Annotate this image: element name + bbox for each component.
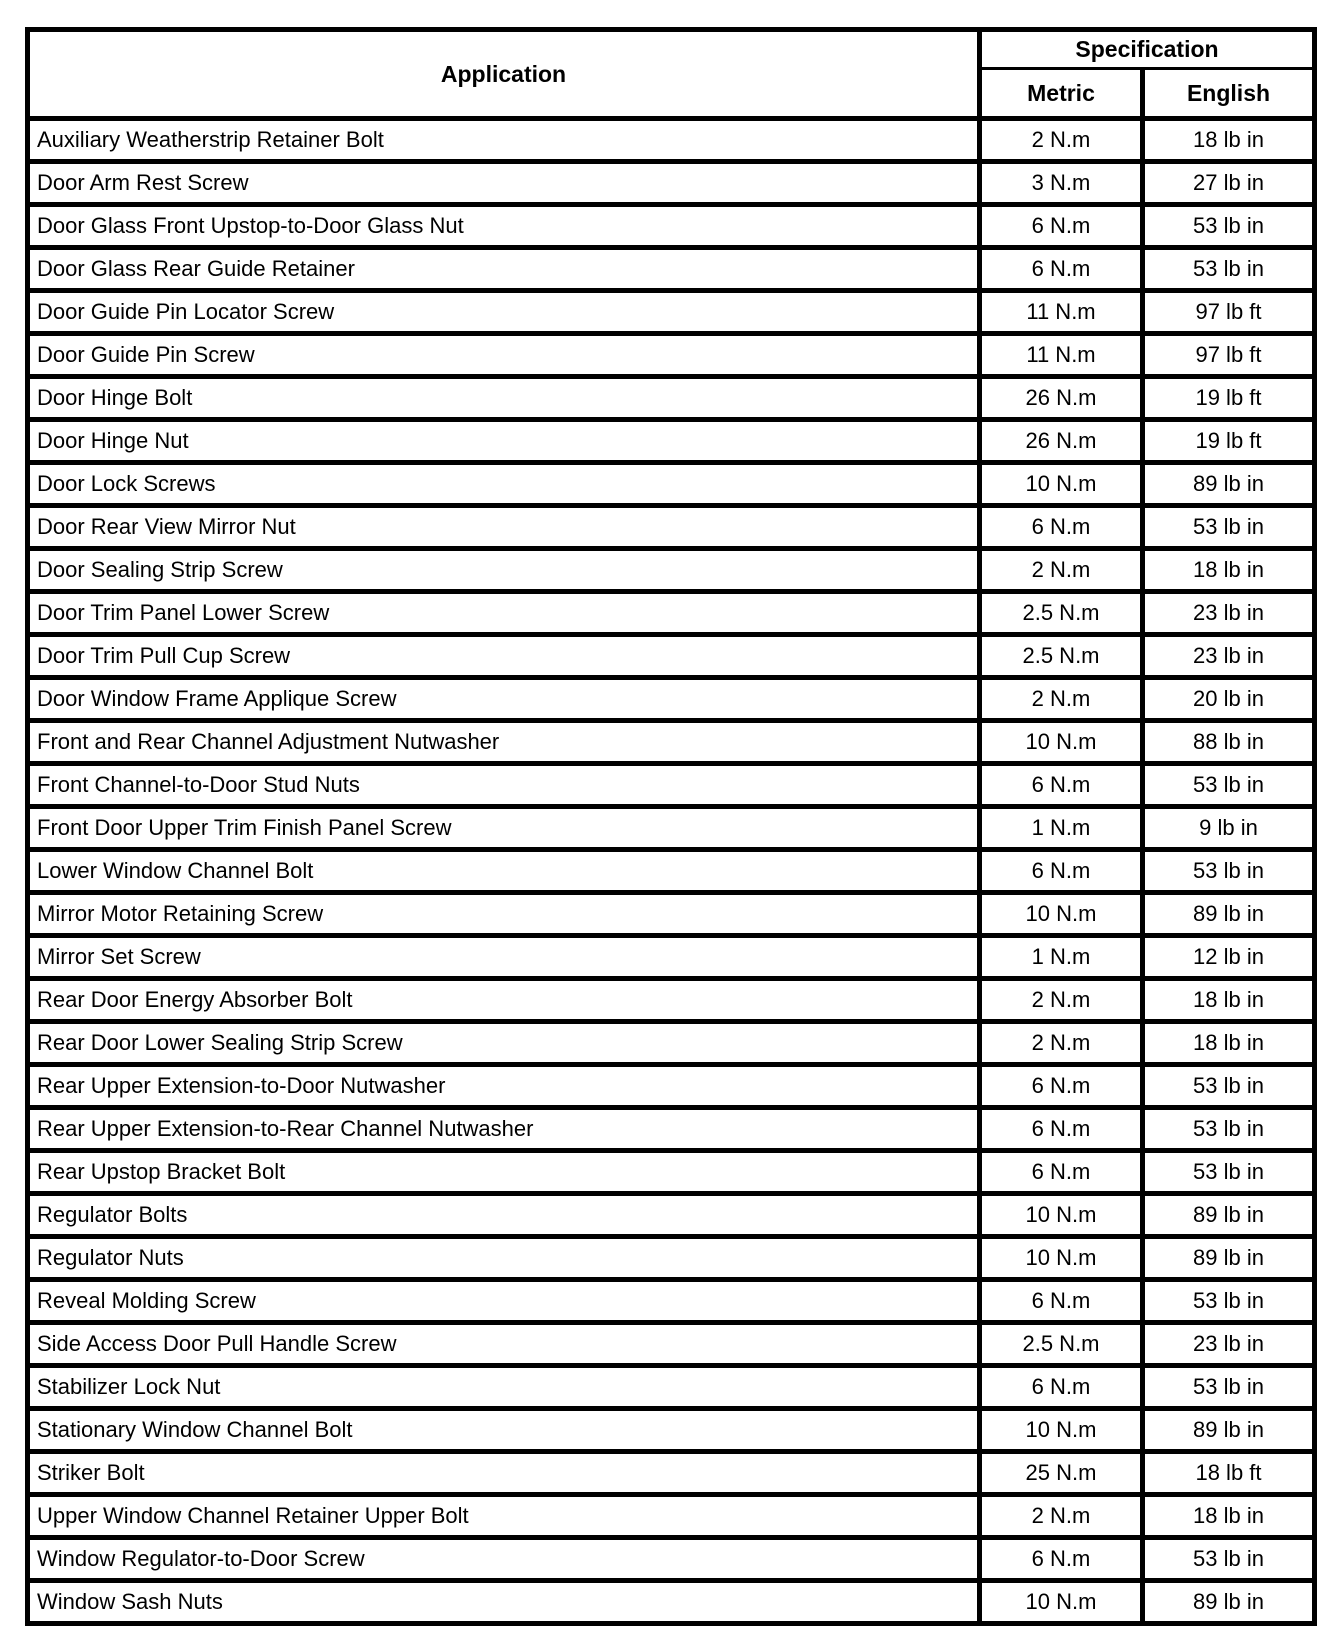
- table-row: [28, 291, 1315, 334]
- application-cell: Reveal Molding Screw: [28, 1280, 980, 1323]
- application-cell: Regulator Bolts: [28, 1194, 980, 1237]
- table-header: [28, 30, 1315, 119]
- english-cell: 53 lb in: [1143, 1108, 1315, 1151]
- english-cell: 53 lb in: [1143, 764, 1315, 807]
- table-row: [28, 248, 1315, 291]
- english-cell: 19 lb ft: [1143, 420, 1315, 463]
- table-row: [28, 635, 1315, 678]
- english-cell: 20 lb in: [1143, 678, 1315, 721]
- metric-cell: 11 N.m: [980, 291, 1143, 334]
- table-row: [28, 1280, 1315, 1323]
- metric-cell: 2.5 N.m: [980, 1323, 1143, 1366]
- metric-cell: 1 N.m: [980, 936, 1143, 979]
- english-cell: 89 lb in: [1143, 1194, 1315, 1237]
- table-row: [28, 979, 1315, 1022]
- metric-cell: 11 N.m: [980, 334, 1143, 377]
- table-row: [28, 1366, 1315, 1409]
- application-cell: Door Glass Rear Guide Retainer: [28, 248, 980, 291]
- english-cell: 97 lb ft: [1143, 334, 1315, 377]
- english-cell: 18 lb in: [1143, 119, 1315, 162]
- english-cell: 89 lb in: [1143, 1581, 1315, 1624]
- english-cell: 97 lb ft: [1143, 291, 1315, 334]
- metric-cell: 6 N.m: [980, 1108, 1143, 1151]
- metric-cell: 2 N.m: [980, 678, 1143, 721]
- english-cell: 53 lb in: [1143, 1065, 1315, 1108]
- metric-cell: 3 N.m: [980, 162, 1143, 205]
- application-cell: Regulator Nuts: [28, 1237, 980, 1280]
- application-cell: Striker Bolt: [28, 1452, 980, 1495]
- english-cell: 9 lb in: [1143, 807, 1315, 850]
- metric-cell: 25 N.m: [980, 1452, 1143, 1495]
- torque-spec-table: [25, 27, 1317, 1626]
- application-cell: Door Trim Panel Lower Screw: [28, 592, 980, 635]
- table-row: [28, 893, 1315, 936]
- english-cell: 19 lb ft: [1143, 377, 1315, 420]
- table-row: [28, 549, 1315, 592]
- metric-cell: 2.5 N.m: [980, 592, 1143, 635]
- application-column-header: Application: [28, 30, 980, 119]
- table-row: [28, 334, 1315, 377]
- table-row: [28, 1065, 1315, 1108]
- english-cell: 12 lb in: [1143, 936, 1315, 979]
- header-row-top: [28, 30, 1315, 69]
- english-cell: 23 lb in: [1143, 592, 1315, 635]
- application-cell: Door Glass Front Upstop-to-Door Glass Nut: [28, 205, 980, 248]
- metric-cell: 2.5 N.m: [980, 635, 1143, 678]
- english-cell: 53 lb in: [1143, 506, 1315, 549]
- application-cell: Door Arm Rest Screw: [28, 162, 980, 205]
- application-cell: Door Guide Pin Screw: [28, 334, 980, 377]
- metric-cell: 26 N.m: [980, 420, 1143, 463]
- metric-cell: 2 N.m: [980, 1022, 1143, 1065]
- metric-cell: 6 N.m: [980, 764, 1143, 807]
- metric-cell: 6 N.m: [980, 1538, 1143, 1581]
- table-row: [28, 1151, 1315, 1194]
- metric-cell: 10 N.m: [980, 1194, 1143, 1237]
- table-row: [28, 1237, 1315, 1280]
- application-cell: Door Window Frame Applique Screw: [28, 678, 980, 721]
- table-row: [28, 1538, 1315, 1581]
- metric-cell: 10 N.m: [980, 1409, 1143, 1452]
- metric-cell: 2 N.m: [980, 979, 1143, 1022]
- english-cell: 53 lb in: [1143, 205, 1315, 248]
- english-cell: 18 lb ft: [1143, 1452, 1315, 1495]
- english-cell: 53 lb in: [1143, 248, 1315, 291]
- english-cell: 18 lb in: [1143, 549, 1315, 592]
- metric-cell: 10 N.m: [980, 893, 1143, 936]
- application-cell: Side Access Door Pull Handle Screw: [28, 1323, 980, 1366]
- metric-cell: 1 N.m: [980, 807, 1143, 850]
- metric-cell: 6 N.m: [980, 1151, 1143, 1194]
- metric-cell: 6 N.m: [980, 1280, 1143, 1323]
- application-cell: Front Door Upper Trim Finish Panel Screw: [28, 807, 980, 850]
- metric-cell: 2 N.m: [980, 1495, 1143, 1538]
- application-cell: Door Sealing Strip Screw: [28, 549, 980, 592]
- table-row: [28, 936, 1315, 979]
- english-cell: 18 lb in: [1143, 979, 1315, 1022]
- application-cell: Rear Door Energy Absorber Bolt: [28, 979, 980, 1022]
- metric-cell: 10 N.m: [980, 463, 1143, 506]
- application-cell: Rear Upper Extension-to-Rear Channel Nutwasher: [28, 1108, 980, 1151]
- table-row: [28, 1194, 1315, 1237]
- metric-cell: 6 N.m: [980, 205, 1143, 248]
- application-cell: Door Hinge Bolt: [28, 377, 980, 420]
- metric-cell: 10 N.m: [980, 1237, 1143, 1280]
- application-cell: Door Trim Pull Cup Screw: [28, 635, 980, 678]
- table-row: [28, 1022, 1315, 1065]
- metric-cell: 26 N.m: [980, 377, 1143, 420]
- metric-cell: 10 N.m: [980, 721, 1143, 764]
- application-cell: Mirror Motor Retaining Screw: [28, 893, 980, 936]
- table-row: [28, 850, 1315, 893]
- application-cell: Door Lock Screws: [28, 463, 980, 506]
- table-row: [28, 592, 1315, 635]
- english-cell: 89 lb in: [1143, 1237, 1315, 1280]
- english-cell: 18 lb in: [1143, 1022, 1315, 1065]
- application-cell: Window Sash Nuts: [28, 1581, 980, 1624]
- application-cell: Mirror Set Screw: [28, 936, 980, 979]
- application-cell: Door Hinge Nut: [28, 420, 980, 463]
- metric-cell: 6 N.m: [980, 1366, 1143, 1409]
- application-cell: Auxiliary Weatherstrip Retainer Bolt: [28, 119, 980, 162]
- application-cell: Lower Window Channel Bolt: [28, 850, 980, 893]
- table-row: [28, 119, 1315, 162]
- application-cell: Stationary Window Channel Bolt: [28, 1409, 980, 1452]
- english-cell: 89 lb in: [1143, 893, 1315, 936]
- metric-cell: 2 N.m: [980, 119, 1143, 162]
- table-body: [28, 119, 1315, 1624]
- english-cell: 23 lb in: [1143, 1323, 1315, 1366]
- table-row: [28, 1495, 1315, 1538]
- table-row: [28, 420, 1315, 463]
- table-row: [28, 678, 1315, 721]
- table-row: [28, 205, 1315, 248]
- metric-cell: 2 N.m: [980, 549, 1143, 592]
- application-cell: Door Rear View Mirror Nut: [28, 506, 980, 549]
- table-row: [28, 506, 1315, 549]
- english-cell: 53 lb in: [1143, 1280, 1315, 1323]
- english-cell: 27 lb in: [1143, 162, 1315, 205]
- english-cell: 89 lb in: [1143, 463, 1315, 506]
- metric-cell: 6 N.m: [980, 506, 1143, 549]
- application-cell: Stabilizer Lock Nut: [28, 1366, 980, 1409]
- application-cell: Front Channel-to-Door Stud Nuts: [28, 764, 980, 807]
- table-row: [28, 162, 1315, 205]
- application-cell: Window Regulator-to-Door Screw: [28, 1538, 980, 1581]
- metric-cell: 6 N.m: [980, 850, 1143, 893]
- table-row: [28, 463, 1315, 506]
- metric-column-header: Metric: [980, 69, 1143, 119]
- application-cell: Rear Door Lower Sealing Strip Screw: [28, 1022, 980, 1065]
- table-row: [28, 1323, 1315, 1366]
- table-row: [28, 1581, 1315, 1624]
- table-row: [28, 377, 1315, 420]
- metric-cell: 10 N.m: [980, 1581, 1143, 1624]
- document-page: [25, 27, 1317, 1626]
- table-row: [28, 721, 1315, 764]
- english-cell: 53 lb in: [1143, 1366, 1315, 1409]
- english-cell: 53 lb in: [1143, 1151, 1315, 1194]
- table-row: [28, 1409, 1315, 1452]
- table-row: [28, 1108, 1315, 1151]
- application-cell: Front and Rear Channel Adjustment Nutwasher: [28, 721, 980, 764]
- application-cell: Upper Window Channel Retainer Upper Bolt: [28, 1495, 980, 1538]
- english-cell: 53 lb in: [1143, 850, 1315, 893]
- specification-column-header: Specification: [980, 30, 1315, 69]
- table-row: [28, 1452, 1315, 1495]
- application-cell: Rear Upper Extension-to-Door Nutwasher: [28, 1065, 980, 1108]
- table-row: [28, 807, 1315, 850]
- english-cell: 88 lb in: [1143, 721, 1315, 764]
- metric-cell: 6 N.m: [980, 248, 1143, 291]
- english-cell: 18 lb in: [1143, 1495, 1315, 1538]
- application-cell: Rear Upstop Bracket Bolt: [28, 1151, 980, 1194]
- metric-cell: 6 N.m: [980, 1065, 1143, 1108]
- english-cell: 89 lb in: [1143, 1409, 1315, 1452]
- english-cell: 53 lb in: [1143, 1538, 1315, 1581]
- table-row: [28, 764, 1315, 807]
- application-cell: Door Guide Pin Locator Screw: [28, 291, 980, 334]
- english-cell: 23 lb in: [1143, 635, 1315, 678]
- english-column-header: English: [1143, 69, 1315, 119]
